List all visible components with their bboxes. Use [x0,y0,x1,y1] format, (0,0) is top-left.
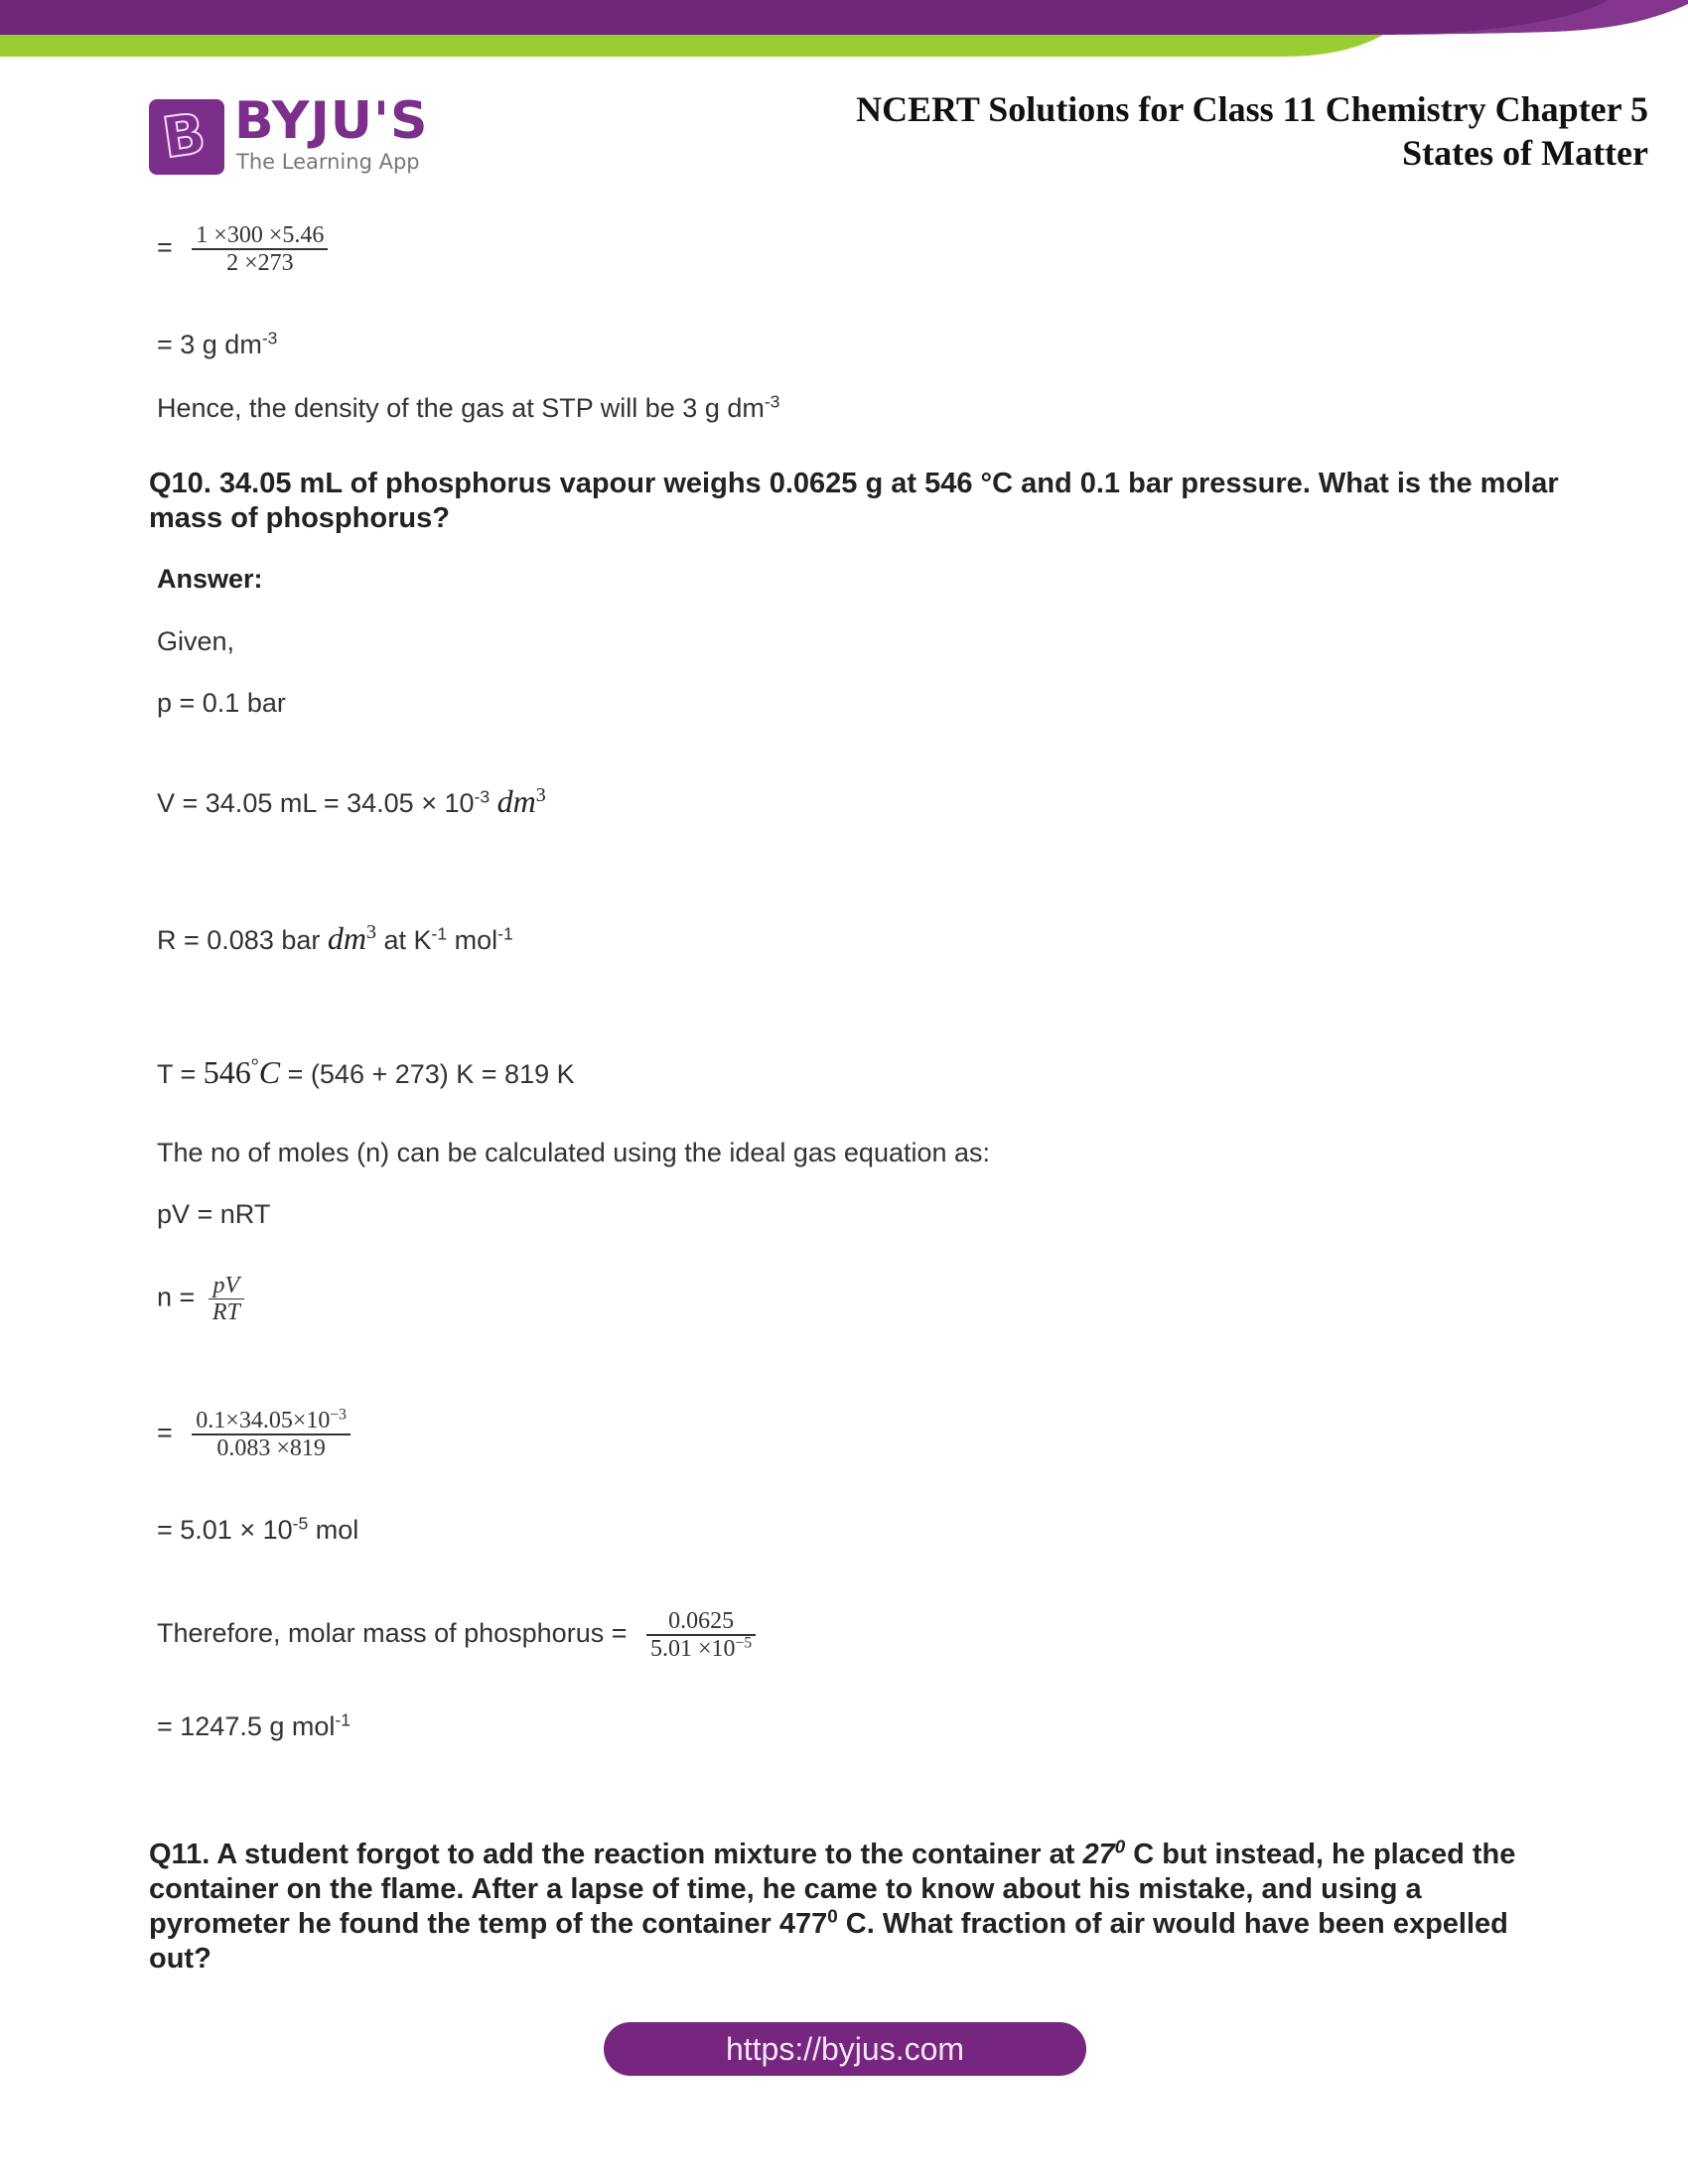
density-fraction: $\frac{1 \times 300 \times 5.46}{2 \times 273}$ [192,222,328,276]
logo-icon: B [149,99,224,175]
molar-mass-fraction: $\frac{0.0625}{5.01 \times 10^{-5}}$ [646,1608,756,1662]
volume-line: V = 34.05 mL = $34.05 \times 10^{-3}$ $dm^3$ [157,783,546,819]
moles-formula: n = $\frac{pV}{RT}$ [157,1273,244,1325]
answer-label: Answer: [157,564,263,594]
temperature-line: T = 546°C = (546 + 273) K = 819 K [157,1054,575,1090]
ideal-gas-equation: pV = nRT [157,1199,271,1229]
document-title-line2: States of Matter [1402,133,1648,173]
byjus-logo [149,91,437,179]
density-result: = 3 g $dm^{-3}$ [157,328,278,359]
molar-mass-formula: Therefore, molar mass of phosphorus = $\frac{0.0625}{5.01 \times 10^{-5}}$ [157,1608,756,1662]
document-title [856,87,1648,175]
moles-calc-fraction: $\frac{0.1\times 34.05\times 10^{-3}}{0.083 \times 819}$ [192,1408,351,1461]
question-11: Q11. A student forgot to add the reaction mixture to the container at $27^0$ C but instead, he placed the container on the flame. After a lapse of time, he came to know about his mistake, and using a pyrometer he found the temp of the container $477^0$ C. What fraction of air would have been expelled out? [149,1836,1516,1975]
moles-result: = $5.01 \times 10^{-5}$ mol [157,1513,359,1545]
density-fraction-line: = $\frac{1 \times 300 \times 5.46}{2 \times 273}$ [157,222,328,276]
moles-fraction: $\frac{pV}{RT}$ [209,1273,244,1325]
question-10: Q10. 34.05 mL of phosphorus vapour weighs 0.0625 g at 546 °C and 0.1 bar pressure. What is the molar mass of phosphorus? [149,468,1559,534]
document-title-line1: NCERT Solutions for Class 11 Chemistry Chapter 5 [856,89,1648,129]
given-label: Given, [157,626,235,656]
moles-calculation: = $\frac{0.1\times 34.05\times 10^{-3}}{0.083 \times 819}$ [157,1408,351,1461]
gas-constant-line: R = 0.083 bar $dm^3$ at $K^{-1}$ mol$^{-1}$ [157,920,513,956]
brand-name: BYJU'S [234,91,429,151]
molar-mass-result: = 1247.5 g mol$^{-1}$ [157,1709,351,1741]
density-conclusion: Hence, the density of the gas at STP will be 3 g $dm^{-3}$ [157,391,780,423]
brand-tagline: The Learning App [236,150,420,174]
header-banner [0,0,1688,69]
moles-intro: The no of moles (n) can be calculated using the ideal gas equation as: [157,1138,991,1167]
footer-url-link[interactable]: https://byjus.com [604,2022,1086,2076]
pressure-line: p = 0.1 bar [157,688,286,718]
